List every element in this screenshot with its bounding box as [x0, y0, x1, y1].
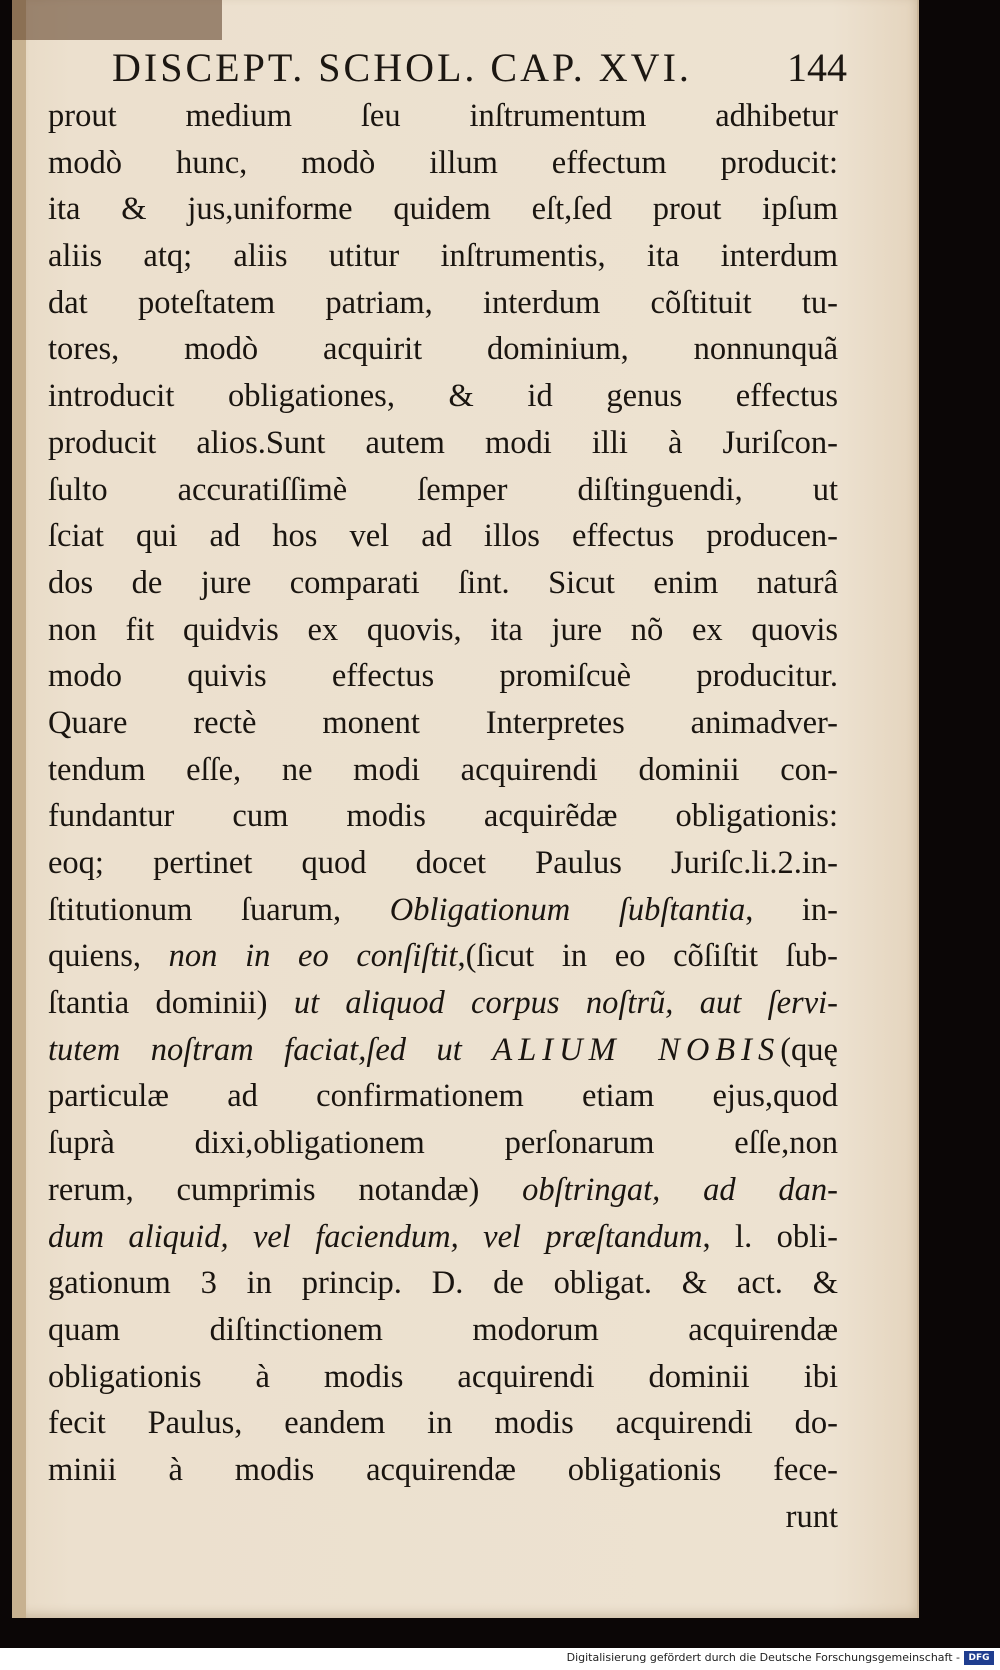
text-line	[48, 1073, 838, 1120]
text-run: eoq; pertinet quod docet Paulus Juriſc.li.2.in-	[48, 845, 838, 881]
text-run: quam diſtinctionem modorum acquirendæ	[48, 1311, 838, 1348]
text-line	[48, 467, 838, 514]
text-line	[48, 1167, 838, 1214]
text-run: , in-	[745, 891, 838, 928]
text-line	[48, 280, 838, 327]
text-run: tendum eſſe, ne modi acquirendi dominii con-	[48, 751, 838, 788]
emphasis-run: tutem noſtram faciat,ſed ut	[48, 1031, 493, 1068]
text-line	[48, 140, 838, 187]
text-run: minii à modis acquirendæ obligationis fece-	[48, 1451, 838, 1488]
emphasis-run: ut aliquod corpus noſtrũ, aut ſervi-	[293, 985, 838, 1022]
text-line	[48, 933, 838, 980]
text-line	[48, 186, 838, 233]
text-run: ſulto accuratiſſimè ſemper diſtinguendi, ut	[48, 471, 838, 508]
text-run: prout medium ſeu inſtrumentum adhibetur	[48, 98, 838, 134]
text-run: Quare rectè monent Interpretes animadver-	[48, 704, 838, 741]
page-gutter-shadow	[12, 0, 26, 1618]
text-line	[48, 1307, 838, 1354]
emphasis-run: dum aliquid, vel faciendum, vel præſtandum	[48, 1218, 703, 1255]
running-head	[112, 44, 847, 94]
emphasis-run: ALIUM NOBIS	[492, 1031, 781, 1068]
emphasis-run: non in eo conſiſtit	[168, 938, 458, 975]
text-run: dos de jure comparati ſint. Sicut enim naturâ	[48, 564, 838, 601]
text-run: ita & jus,uniforme quidem eſt,ſed prout ipſum	[48, 191, 838, 228]
text-run: rerum, cumprimis notandæ)	[48, 1171, 523, 1208]
text-line	[48, 326, 838, 373]
emphasis-run: Obligationum ſubſtantia	[389, 891, 746, 928]
text-run: ſciat qui ad hos vel ad illos effectus producen-	[48, 518, 838, 555]
text-run: ,(ſicut in eo cõſiſtit ſub-	[457, 938, 839, 975]
emphasis-run: obſtringat, ad dan-	[522, 1171, 838, 1208]
text-run: (quę	[780, 1031, 838, 1068]
page-stain	[12, 0, 222, 40]
text-line	[48, 747, 838, 794]
running-head-title: DISCEPT. SCHOL. CAP. XVI.	[112, 45, 692, 90]
text-run: ſtantia dominii)	[48, 985, 294, 1022]
text-line	[48, 93, 838, 140]
text-run: ſtitutionum ſuarum,	[48, 891, 390, 928]
text-run: aliis atq; aliis utitur inſtrumentis, ita interdum	[48, 238, 838, 275]
text-run: introducit obligationes, & id genus effectus	[48, 378, 838, 415]
text-line	[48, 1027, 838, 1074]
text-line	[48, 1354, 838, 1401]
text-line	[48, 560, 838, 607]
text-run: , l. obli-	[702, 1218, 838, 1255]
dfg-logo: DFG	[964, 1651, 994, 1665]
text-line	[48, 373, 838, 420]
text-line	[48, 1260, 838, 1307]
text-run: fecit Paulus, eandem in modis acquirendi do-	[48, 1405, 838, 1442]
text-run: ſuprà dixi,obligationem perſonarum eſſe,non	[48, 1125, 838, 1162]
text-line	[48, 653, 838, 700]
text-line	[48, 1447, 838, 1494]
body-text	[48, 93, 838, 1540]
text-line	[48, 1494, 838, 1541]
text-run: gationum 3 in princip. D. de obligat. & act. &	[48, 1265, 838, 1302]
text-line	[48, 840, 838, 887]
text-line	[48, 1400, 838, 1447]
text-line	[48, 513, 838, 560]
text-line	[48, 1214, 838, 1261]
text-line	[48, 1120, 838, 1167]
text-line	[48, 607, 838, 654]
text-run: runt	[785, 1498, 838, 1535]
digitization-credit: Digitalisierung gefördert durch die Deutsche Forschungsgemeinschaft -	[566, 1651, 960, 1664]
text-run: quiens,	[48, 938, 169, 975]
text-line	[48, 887, 838, 934]
text-run: modò hunc, modò illum effectum producit:	[48, 144, 838, 181]
text-run: non fit quidvis ex quovis, ita jure nõ ex quovis	[48, 611, 838, 648]
text-line	[48, 980, 838, 1027]
page-number: 144	[787, 45, 847, 90]
text-run: particulæ ad confirmationem etiam ejus,quod	[48, 1078, 838, 1115]
text-line	[48, 700, 838, 747]
text-run: fundantur cum modis acquirẽdæ obligationis:	[48, 798, 838, 835]
text-line	[48, 793, 838, 840]
text-line	[48, 233, 838, 280]
text-run: obligationis à modis acquirendi dominii ibi	[48, 1358, 838, 1395]
text-run: dat poteſtatem patriam, interdum cõſtituit tu-	[48, 284, 838, 321]
footer-bar	[0, 1648, 1000, 1670]
text-run: tores, modò acquirit dominium, nonnunquã	[48, 331, 838, 368]
text-run: modo quivis effectus promiſcuè producitur.	[48, 658, 838, 695]
text-run: producit alios.Sunt autem modi illi à Juriſcon-	[48, 424, 838, 461]
text-line	[48, 420, 838, 467]
